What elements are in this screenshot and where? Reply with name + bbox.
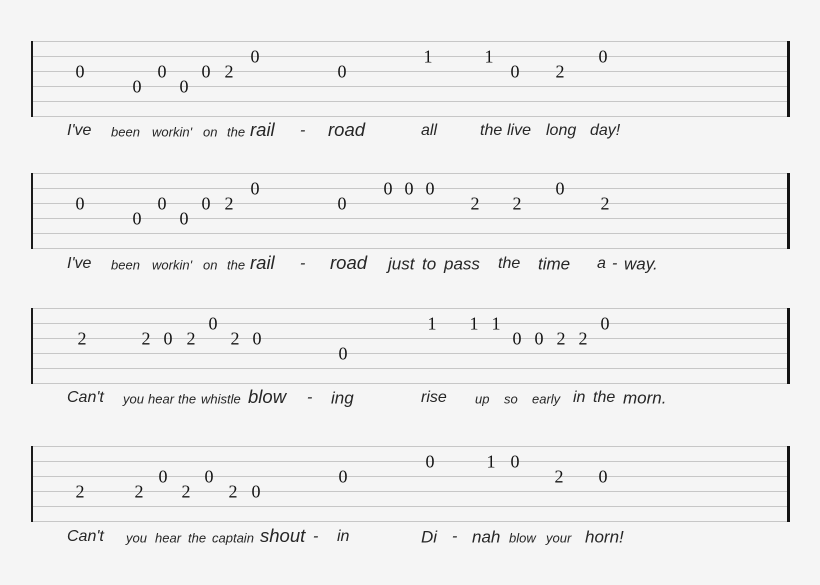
lyric-word: your [546,530,572,546]
fret-number: 0 [75,60,85,81]
lyric-word: up [475,391,490,407]
staff-line [31,353,790,354]
lyric-word: early [532,391,561,407]
lyric-word: Di [421,527,438,547]
fret-number: 2 [512,192,522,213]
fret-number: 2 [134,480,144,501]
lyric-word: workin' [152,257,193,273]
lyric-word: the [188,530,207,546]
staff-line [31,476,790,477]
staff-line [31,101,790,102]
fret-number: 0 [512,327,522,348]
lyric-word: been [111,124,140,140]
lyric-word: just [388,254,415,274]
lyric-word: - [300,255,306,273]
fret-number: 0 [510,60,520,81]
fret-number: 1 [469,312,479,333]
lyric-word: blow [509,530,536,546]
staff-line [31,71,790,72]
barline-left [31,446,33,522]
lyric-word: hear [155,530,182,546]
fret-number: 0 [75,192,85,213]
staff-line [31,506,790,507]
lyric-word: day! [590,122,621,140]
lyric-word: - [313,528,319,546]
lyric-word: all [421,122,438,140]
staff-line [31,461,790,462]
lyric-word: live [507,122,532,140]
lyric-word: pass [444,254,480,274]
lyric-word: blow [248,386,287,408]
lyric-word: morn. [623,388,667,408]
lyric-word: so [504,391,518,407]
fret-number: 0 [555,177,565,198]
fret-number: 0 [425,450,435,471]
fret-number: 0 [157,192,167,213]
lyric-word: I've [67,255,92,273]
fret-number: 0 [179,75,189,96]
staff-line [31,323,790,324]
staff-line [31,521,790,522]
lyric-word: on [203,257,218,273]
fret-number: 2 [186,327,196,348]
fret-number: 2 [228,480,238,501]
fret-number: 1 [484,45,494,66]
lyric-word: Can't [67,389,104,407]
lyric-word: a [597,255,606,273]
fret-number: 2 [600,192,610,213]
lyric-word: road [328,119,366,141]
lyric-word: horn! [585,527,624,547]
fret-number: 0 [252,327,262,348]
lyric-word: in [337,528,350,546]
staff-line [31,218,790,219]
fret-number: 0 [157,60,167,81]
barline-right [787,446,790,522]
fret-number: 0 [425,177,435,198]
fret-number: 0 [251,480,261,501]
fret-number: 0 [404,177,414,198]
fret-number: 2 [224,60,234,81]
lyric-word: Can't [67,528,104,546]
lyric-word: to [422,254,437,274]
lyric-word: you [123,391,144,407]
fret-number: 0 [201,192,211,213]
fret-number: 2 [141,327,151,348]
staff-line [31,491,790,492]
lyric-word: rise [421,389,447,407]
fret-number: 2 [75,480,85,501]
lyric-word: the [227,257,246,273]
fret-number: 0 [598,45,608,66]
fret-number: 2 [556,327,566,348]
fret-number: 0 [510,450,520,471]
lyric-word: the [593,389,616,407]
lyric-word: you [126,530,147,546]
fret-number: 0 [204,465,214,486]
lyric-word: been [111,257,140,273]
fret-number: 0 [250,45,260,66]
lyric-word: shout [260,525,306,547]
lyric-word: I've [67,122,92,140]
lyric-word: whistle [201,391,241,407]
lyric-word: time [538,254,571,274]
lyric-word: hear [148,391,175,407]
fret-number: 0 [338,342,348,363]
lyric-word: - [300,122,306,140]
staff-line [31,248,790,249]
fret-number: 0 [201,60,211,81]
lyric-word: on [203,124,218,140]
lyric-word: road [330,252,368,274]
barline-right [787,173,790,249]
fret-number: 2 [77,327,87,348]
fret-number: 0 [132,75,142,96]
staff-line [31,56,790,57]
fret-number: 1 [427,312,437,333]
barline-left [31,173,33,249]
fret-number: 0 [158,465,168,486]
lyric-word: captain [212,530,254,546]
fret-number: 0 [338,465,348,486]
fret-number: 2 [230,327,240,348]
fret-number: 1 [486,450,496,471]
lyric-word: the [227,124,246,140]
fret-number: 0 [163,327,173,348]
fret-number: 2 [181,480,191,501]
staff-line [31,308,790,309]
lyric-word: in [573,389,586,407]
staff-line [31,86,790,87]
fret-number: 1 [491,312,501,333]
fret-number: 0 [534,327,544,348]
staff-line [31,41,790,42]
barline-left [31,41,33,117]
staff-line [31,446,790,447]
fret-number: 0 [600,312,610,333]
fret-number: 2 [555,60,565,81]
staff-line [31,383,790,384]
barline-left [31,308,33,384]
barline-right [787,308,790,384]
staff-line [31,173,790,174]
fret-number: 2 [470,192,480,213]
fret-number: 2 [554,465,564,486]
lyric-word: ing [331,388,354,408]
lyric-word: workin' [152,124,193,140]
lyric-word: nah [472,527,501,547]
staff-line [31,116,790,117]
staff-line [31,233,790,234]
lyric-word: the [178,391,197,407]
fret-number: 0 [337,192,347,213]
fret-number: 0 [383,177,393,198]
lyric-word: the [480,122,503,140]
lyric-word: - [307,389,313,407]
fret-number: 0 [250,177,260,198]
barline-right [787,41,790,117]
lyric-word: the [498,255,521,273]
lyric-word: rail [250,119,275,141]
fret-number: 2 [224,192,234,213]
lyric-word: long [546,122,577,140]
fret-number: 0 [132,207,142,228]
fret-number: 2 [578,327,588,348]
lyric-word: rail [250,252,275,274]
fret-number: 0 [598,465,608,486]
fret-number: 0 [179,207,189,228]
fret-number: 1 [423,45,433,66]
lyric-word: - [452,528,458,546]
staff-line [31,203,790,204]
lyric-word: way. [624,254,658,274]
lyric-word: - [612,255,618,273]
fret-number: 0 [208,312,218,333]
staff-line [31,368,790,369]
fret-number: 0 [337,60,347,81]
